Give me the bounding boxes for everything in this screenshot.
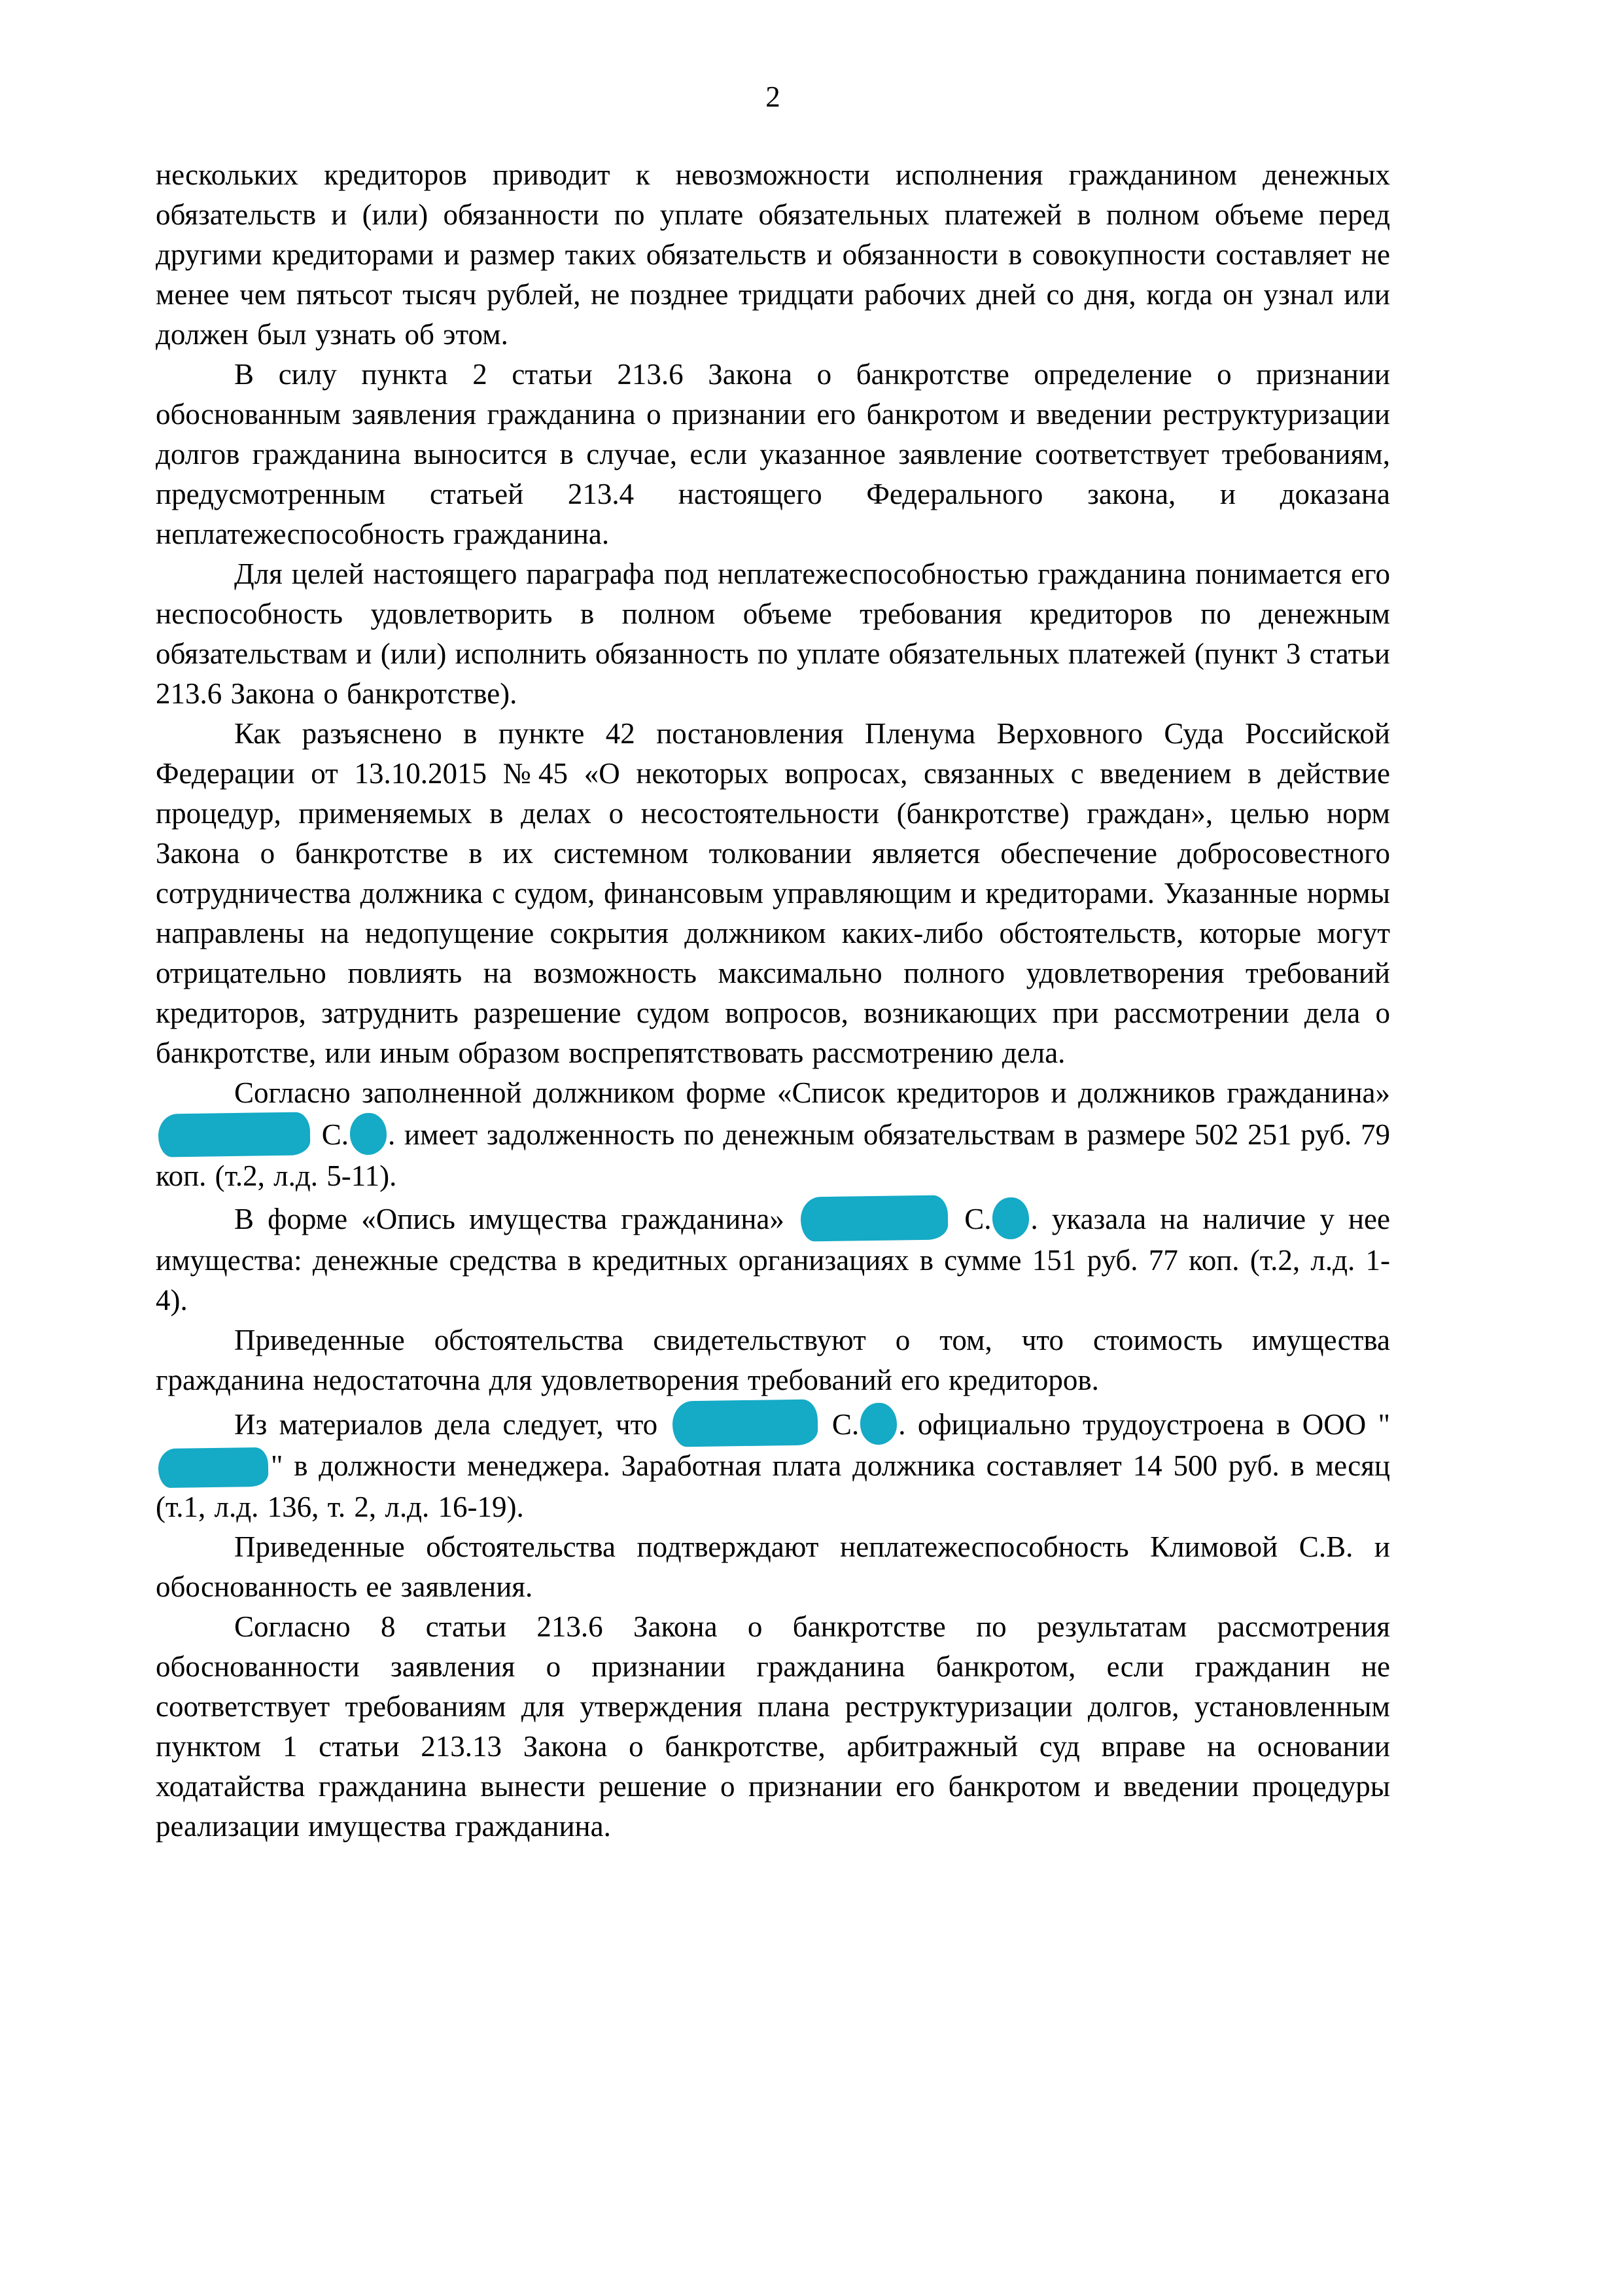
redaction-mark [860, 1403, 897, 1445]
document-body [156, 155, 1390, 1846]
paragraph: Согласно заполненной должником форме «Список кредиторов и должников гражданина» С. . имеет задолженность по денежным обязательствам в размере 502 251 руб. 79 коп. (т.2, л.д. 5-11). [156, 1076, 1391, 1192]
page-number: 2 [765, 80, 780, 113]
paragraph: Приведенные обстоятельства подтверждают неплатежеспособность Климовой С.В. и обоснованность ее заявления. [156, 1530, 1390, 1603]
paragraph: Из материалов дела следует, что С. . официально трудоустроена в ООО "" в должности менеджера. Заработная плата должника составляет 14 500 руб. в месяц (т.1, л.д. 136, т. 2, л.д. 16-19). [156, 1400, 1390, 1527]
paragraph: Согласно 8 статьи 213.6 Закона о банкротстве по результатам рассмотрения обоснованности заявления о признании гражданина банкротом, если гражданин не соответствует требованиям для утверждения плана реструктуризации долгов, установленным пунктом 1 статьи 213.13 Закона о банкротстве, арбитражный суд вправе на основании ходатайства гражданина вынести решение о признании его банкротом и введении процедуры реализации имущества гражданина. [156, 1610, 1390, 1843]
paragraph: В форме «Опись имущества гражданина» С. . указала на наличие у нее имущества: денежные средства в кредитных организациях в сумме 151 руб. 77 коп. (т.2, л.д. 1-4). [156, 1196, 1390, 1320]
redaction-mark [158, 1112, 311, 1157]
paragraph: Как разъяснено в пункте 42 постановления Пленума Верховного Суда Российской Федерации от 13.10.2015 №45 «О некоторых вопросах, связанных с введением в действие процедур, применяемых в делах о несостоятельности (банкротстве) граждан», целью норм Закона о банкротстве в их системном толковании является обеспечение добросовестного сотрудничества должника с судом, финансовым управляющим и кредиторами. Указанные нормы направлены на недопущение сокрытия должником каких-либо обстоятельств, которые могут отрицательно повлиять на возможность максимально полного удовлетворения требований кредиторов, затруднить разрешение судом вопросов, возникающих при рассмотрении дела о банкротстве, или иным образом воспрепятствовать рассмотрению дела. [156, 717, 1390, 1069]
paragraph: нескольких кредиторов приводит к невозможности исполнения гражданином денежных обязательств и (или) обязанности по уплате обязательных платежей в полном объеме перед другими кредиторами и размер таких обязательств и обязанности в совокупности составляет не менее чем пятьсот тысяч рублей, не позднее тридцати рабочих дней со дня, когда он узнал или должен был узнать об этом. [156, 158, 1390, 351]
paragraph: В силу пункта 2 статьи 213.6 Закона о банкротстве определение о признании обоснованным заявления гражданина о признании его банкротом и введении реструктуризации долгов гражданина выносится в случае, если указанное заявление соответствует требованиям, предусмотренным статьей 213.4 настоящего Федерального закона, и доказана неплатежеспособность гражданина. [156, 358, 1390, 550]
paragraph: Для целей настоящего параграфа под неплатежеспособностью гражданина понимается его неспособность удовлетворить в полном объеме требования кредиторов по денежным обязательствам и (или) исполнить обязанность по уплате обязательных платежей (пункт 3 статьи 213.6 Закона о банкротстве). [156, 557, 1390, 710]
redaction-mark [672, 1399, 818, 1447]
redaction-mark [992, 1197, 1029, 1239]
redaction-mark [350, 1113, 387, 1155]
redaction-mark [158, 1447, 269, 1488]
redaction-mark [801, 1195, 949, 1241]
paragraph: Приведенные обстоятельства свидетельствуют о том, что стоимость имущества гражданина недостаточна для удовлетворения требований его кредиторов. [156, 1324, 1390, 1396]
